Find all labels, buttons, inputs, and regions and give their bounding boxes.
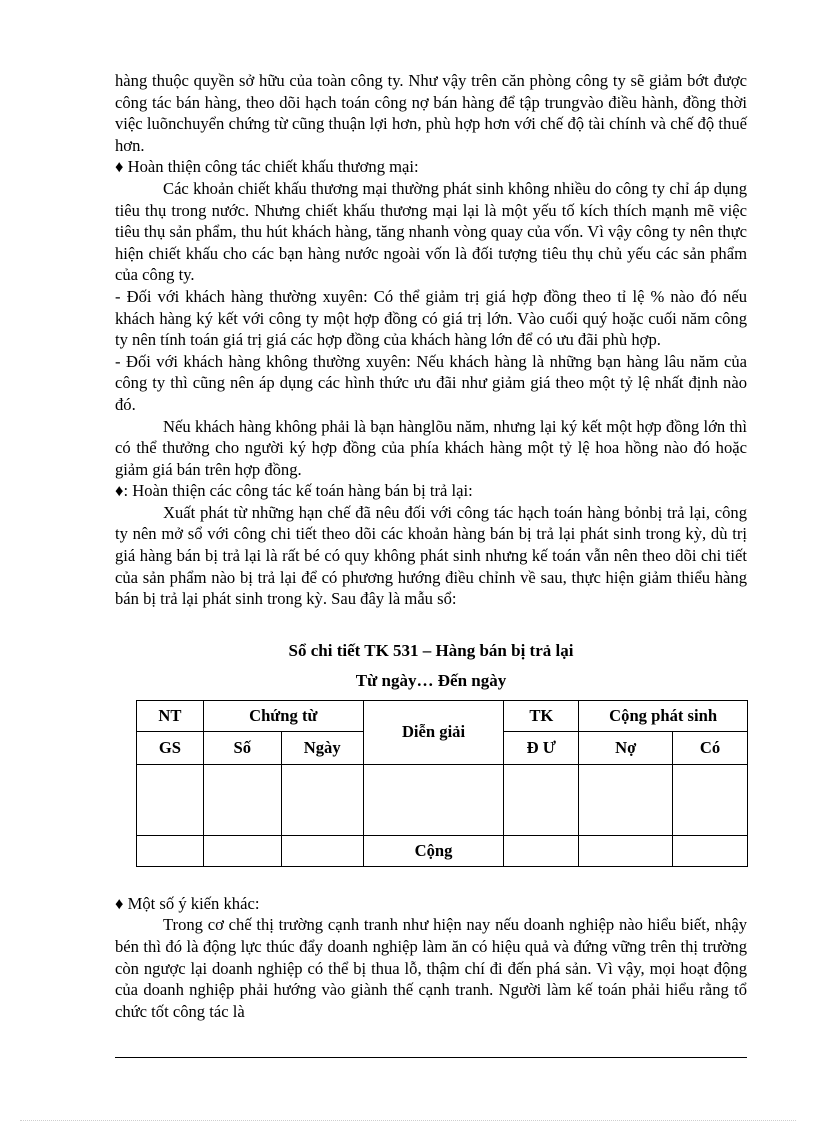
table-cell [579, 835, 673, 866]
table-cell [579, 764, 673, 835]
paragraph: Xuất phát từ những hạn chế đã nêu đối với công tác hạch toán hàng bỏnbị trả lại, công ty nên mở sổ với công chi tiết theo dõi các khoản hàng bán bị trả lại phát sinh trong kỳ, dù trị giá hàng bán bị trả lại là rất bé có quy không phát sinh nhưng kế toán vẫn nên theo dõi chi tiết của sản phẩm nào bị trả lại để có phương hướng điều chỉnh về sau, thực hiện giảm thiểu hàng bán bị trả lại phát sinh trong kỳ. Sau đây là mẫu sổ: [115, 502, 747, 609]
header-dien-giai: Diễn giải [363, 700, 504, 764]
paragraph: - Đối với khách hàng không thường xuyên: Nếu khách hàng là những bạn hàng lâu năm của công ty thì cũng nên áp dụng các hình thức ưu đãi như giảm giá theo một tỷ lệ nhất định nào đó. [115, 351, 747, 414]
section-heading: ♦ Một số ý kiến khác: [115, 893, 260, 913]
paragraph: - Đối với khách hàng thường xuyên: Có thể giảm trị giá hợp đồng theo tỉ lệ % nào đó nếu khách hàng ký kết với công ty một hợp đồng có giá trị lớn. Vào cuối quý hoặc cuối năm công ty nên tính toán giá trị giá các hợp đồng của khách hàng lớn để có ưu đãi phù hợp. [115, 286, 747, 350]
header-so: Số [203, 731, 281, 764]
header-no: Nợ [579, 731, 673, 764]
header-tk: TK [504, 700, 579, 731]
section-heading: ♦: Hoàn thiện các công tác kế toán hàng bán bị trả lại: [115, 481, 473, 501]
table-cell [137, 835, 204, 866]
table-cell [363, 764, 504, 835]
ledger-subtitle: Từ ngày… Đến ngày [355, 670, 507, 690]
table-cell [504, 835, 579, 866]
page-edge-line [20, 1120, 796, 1121]
header-ngay: Ngày [281, 731, 363, 764]
header-chung-tu: Chứng từ [203, 700, 363, 731]
ledger-title: Sổ chi tiết TK 531 – Hàng bán bị trả lại [288, 640, 574, 660]
total-label: Cộng [363, 835, 504, 866]
header-du: Đ Ư [504, 731, 579, 764]
table-cell [504, 764, 579, 835]
paragraph: Nếu khách hàng không phải là bạn hànglõu năm, nhưng lại ký kết một hợp đồng lớn thì có thể thưởng cho người ký hợp đồng của phía khách hàng một tỷ lệ hoa hồng nào đó hoặc giảm giá bán trên hợp đồng. [115, 416, 747, 479]
header-nt: NT [137, 700, 204, 731]
table-cell [203, 764, 281, 835]
table-cell [137, 764, 204, 835]
paragraph: hàng thuộc quyền sở hữu của toàn công ty. Như vậy trên căn phòng công ty sẽ giảm bớt được công tác bán hàng, theo dõi hạch toán công nợ bán hàng để tập trungvào điều hành, đồng thời việc luõnchuyển chứng từ cũng thuận lợi hơn, phù hợp hơn với chế độ tài chính và chế độ thuế hơn. [115, 71, 747, 155]
header-cong-phat-sinh: Cộng phát sinh [579, 700, 748, 731]
table-cell [673, 764, 748, 835]
paragraph: Các khoản chiết khấu thương mại thường phát sinh không nhiều do công ty chỉ áp dụng tiêu thụ trong nước. Nhưng chiết khấu thương mại lại là một yếu tố kích thích mạnh mẽ việc tiêu thụ sản phẩm, thu hút khách hàng, tăng nhanh vòng quay của vốn. Vì vậy công ty nên thực hiện chiết khấu cho các bạn hàng nước ngoài vốn là đối tượng tiêu thụ chủ yếu các sản phẩm của công ty. [115, 178, 747, 285]
section-heading: ♦ Hoàn thiện công tác chiết khấu thương mại: [115, 157, 419, 177]
paragraph: Trong cơ chế thị trường cạnh tranh như hiện nay nếu doanh nghiệp nào hiểu biết, nhậy bén thì đó là động lực thúc đẩy doanh nghiệp làm ăn có hiệu quả và đứng vững trên thị trường còn ngược lại doanh nghiệp có thể bị thua lỗ, thậm chí đi đến phá sản. Vì vậy, mọi hoạt động của doanh nghiệp phải hướng vào giành thế cạnh tranh. Người làm kế toán phải hiểu rằng tổ chức tốt công tác là [115, 915, 747, 1021]
table-cell [281, 835, 363, 866]
document-page [115, 70, 747, 1022]
table-cell [673, 835, 748, 866]
total-row [137, 835, 748, 866]
table-cell [281, 764, 363, 835]
header-gs: GS [137, 731, 204, 764]
header-co: Có [673, 731, 748, 764]
table-row [137, 764, 748, 835]
table-cell [203, 835, 281, 866]
ledger-table [136, 700, 748, 867]
footer-rule [115, 1057, 747, 1058]
